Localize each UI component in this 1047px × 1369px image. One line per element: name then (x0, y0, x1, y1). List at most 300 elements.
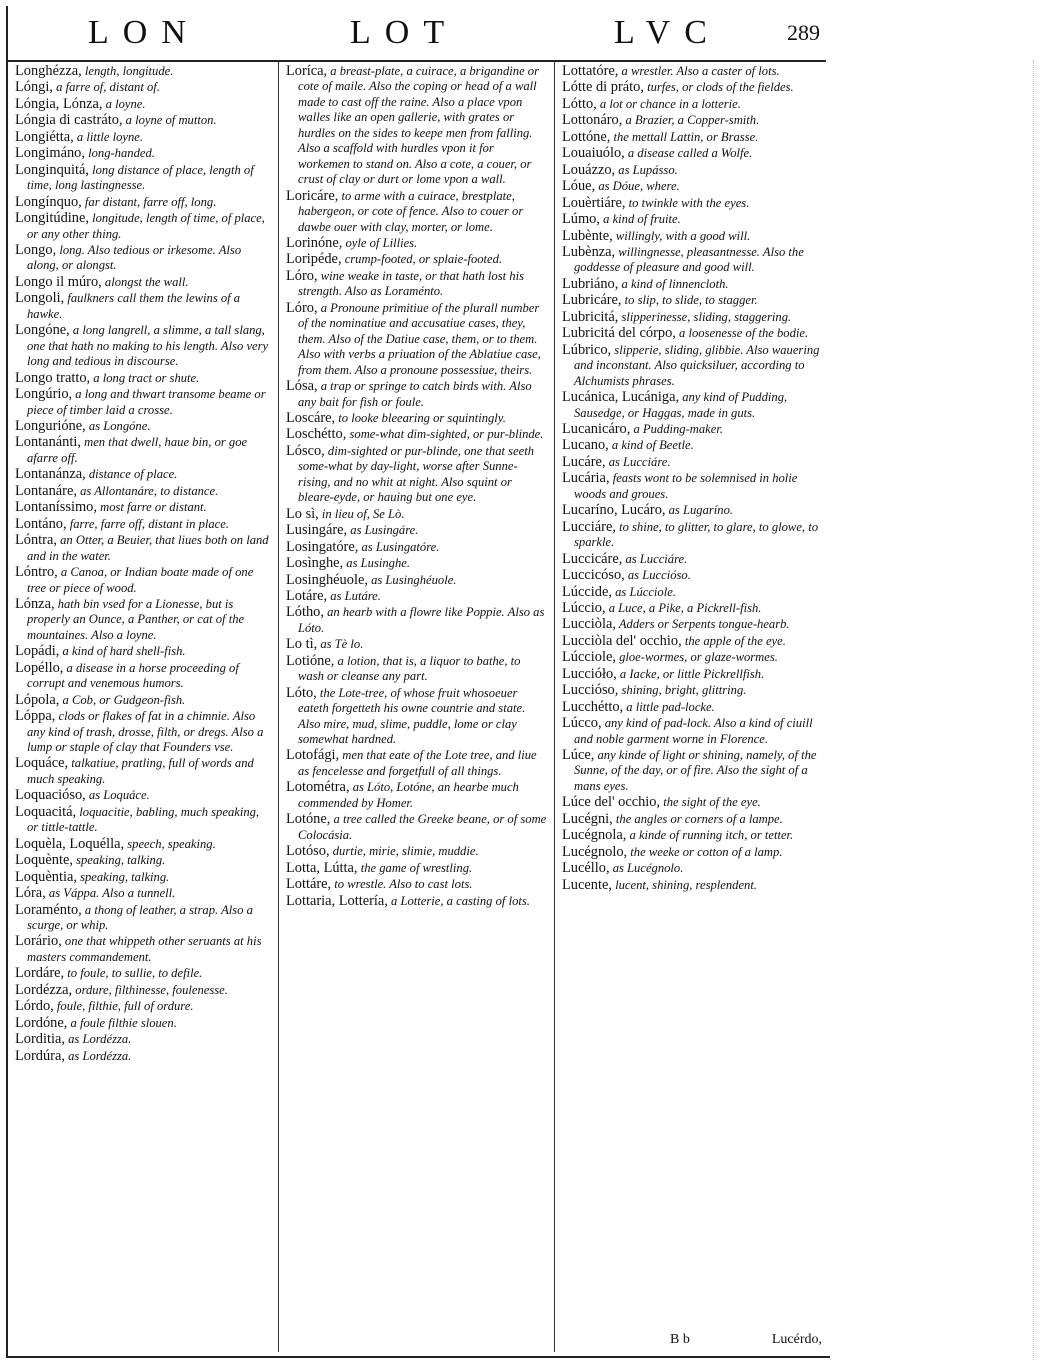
dictionary-entry (562, 601, 822, 616)
entry-definition: the angles or corners of a lampe. (612, 811, 783, 826)
dictionary-entry (562, 212, 822, 227)
entry-definition: faulkners call them the lewins of a hawke. (27, 291, 241, 321)
entry-headword: Lúbrico, (562, 341, 612, 358)
entry-definition: foule, filthie, full of ordure. (53, 999, 194, 1014)
entry-definition: as Lordézza. (64, 1048, 132, 1063)
entry-headword: Lóntra, (15, 532, 57, 549)
entry-definition: oyle of Lillies. (342, 235, 418, 250)
entry-headword: Losingatóre, (286, 538, 359, 555)
dictionary-entry (562, 277, 822, 292)
entry-headword: Longo, (15, 241, 57, 258)
entry-headword: Lopádi, (15, 643, 60, 660)
entry-definition: as Lutáre. (327, 588, 381, 603)
dictionary-entry (562, 845, 822, 860)
entry-definition: to wrestle. Also to cast lots. (331, 877, 473, 892)
entry-headword: Lubricitá, (562, 308, 619, 325)
entry-headword: Lucciòla, (562, 616, 616, 633)
dictionary-entry (562, 812, 822, 827)
entry-headword: Lucanicáro, (562, 420, 631, 437)
entry-definition: far distant, farre off, long. (81, 194, 217, 209)
dictionary-entry (562, 130, 822, 145)
dictionary-entry (15, 999, 273, 1014)
entry-headword: Lontáno, (15, 515, 67, 532)
dictionary-entry (286, 252, 548, 267)
entry-headword: Lopéllo, (15, 659, 64, 676)
running-head-right: LVC (614, 14, 721, 51)
entry-definition: talkatiue, pratling, full of words and much speaking. (27, 756, 254, 786)
entry-definition: long-handed. (84, 146, 155, 161)
entry-headword: Lubricáre, (562, 292, 622, 309)
entry-definition: as Tè lo. (317, 637, 364, 652)
entry-headword: Lúce del' occhio, (562, 794, 661, 811)
dictionary-entry (286, 523, 548, 538)
dictionary-entry (562, 568, 822, 583)
entry-definition: speech, speaking. (124, 836, 216, 851)
entry-headword: Loschétto, (286, 426, 347, 443)
dictionary-entry (562, 146, 822, 161)
dictionary-entry (562, 80, 822, 95)
entry-definition: any kind of pad-lock. Also a kind of ciuill and noble garment worne in Florence. (574, 716, 813, 746)
entry-definition: men that dwell, haue bin, or goe afarre off. (27, 435, 248, 465)
entry-definition: as Lordézza. (64, 1032, 132, 1047)
entry-headword: Lotióne, (286, 652, 335, 669)
entry-headword: Lucária, (562, 470, 610, 487)
dictionary-entry (15, 80, 273, 95)
entry-definition: long. Also tedious or irkesome. Also along, or alongst. (27, 242, 242, 273)
entry-definition: a Luce, a Pike, a Pickrell-fish. (605, 600, 762, 615)
entry-definition: hath bin vsed for a Lionesse, but is properly an Ounce, a Panther, or cat of the mountaines. Also a loyne. (27, 596, 245, 642)
entry-definition: an hearb with a flowre like Poppie. Also as Lóto. (298, 605, 545, 635)
entry-definition: willingly, with a good will. (612, 228, 751, 243)
dictionary-entry (15, 371, 273, 386)
dictionary-entry (562, 700, 822, 715)
dictionary-entry (15, 1016, 273, 1031)
dictionary-entry (15, 886, 273, 901)
entry-headword: Losìnghe, (286, 555, 344, 572)
entry-definition: as Lupásso. (615, 162, 678, 177)
entry-headword: Lucente, (562, 876, 612, 893)
entry-definition: a loyne. (102, 96, 146, 111)
entry-definition: a foule filthie slouen. (67, 1015, 177, 1030)
entry-headword: Louèrtiáre, (562, 194, 626, 211)
dictionary-entry (15, 195, 273, 210)
dictionary-entry (562, 455, 822, 470)
entry-definition: as Lusinghéuole. (367, 572, 457, 587)
entry-definition: a Cob, or Gudgeon-fish. (59, 692, 186, 707)
entry-headword: Lo tì, (286, 636, 318, 653)
entry-definition: as Allontanáre, to distance. (76, 483, 219, 498)
dictionary-entry (15, 467, 273, 482)
entry-headword: Lóppa, (15, 708, 56, 725)
entry-definition: the Lote-tree, of whose fruit whosoeuer eateth forgetteth his owne countrie and state. Also mire, mud, slime, puddle, lome or clay somewhat hardned. (298, 685, 526, 747)
dictionary-entry (15, 243, 273, 274)
entry-definition: a Iacke, or little Pickrellfish. (616, 666, 765, 681)
dictionary-entry (15, 870, 273, 885)
entry-definition: alongst the wall. (101, 274, 189, 289)
entry-definition: any kind of Pudding, Sausedge, or Haggas, made in guts. (574, 390, 788, 420)
entry-headword: Luccióso, (562, 682, 619, 699)
dictionary-entry (562, 861, 822, 876)
dictionary-entry (562, 422, 822, 437)
dictionary-entry (286, 637, 548, 652)
entry-headword: Lottaria, Lottería, (286, 892, 388, 909)
dictionary-entry (15, 113, 273, 128)
dictionary-column-2 (286, 64, 548, 1339)
entry-headword: Loquènte, (15, 852, 73, 869)
entry-headword: Lucánica, Lucániga, (562, 389, 680, 406)
entry-headword: Lucégnola, (562, 827, 627, 844)
dictionary-entry (562, 438, 822, 453)
entry-definition: as Lugaríno. (665, 503, 734, 518)
dictionary-entry (15, 966, 273, 981)
entry-definition: as Lusinghe. (343, 556, 410, 571)
entry-definition: a thong of leather, a strap. Also a scurge, or whip. (27, 902, 253, 933)
dictionary-entry (15, 934, 273, 965)
entry-definition: a kind of fruite. (599, 212, 681, 227)
entry-definition: as Lóto, Lotóne, an hearbe much commended by Homer. (298, 780, 519, 810)
entry-headword: Loquacióso, (15, 787, 86, 804)
entry-definition: distance of place. (85, 467, 178, 482)
entry-definition: longitude, length of time, of place, or any other thing. (27, 211, 265, 241)
dictionary-entry (562, 650, 822, 665)
dictionary-entry (562, 471, 822, 502)
entry-headword: Lordézza, (15, 981, 73, 998)
entry-headword: Lótte di práto, (562, 79, 644, 96)
entry-headword: Lúcciole, (562, 649, 616, 666)
entry-headword: Lósa, (286, 378, 318, 395)
scan-edge-dots (1033, 60, 1034, 1360)
entry-headword: Lóto, (286, 684, 317, 701)
entry-headword: Lontanánza, (15, 466, 86, 483)
dictionary-entry (562, 667, 822, 682)
entry-definition: as Lucciáre. (605, 454, 671, 469)
dictionary-entry (562, 795, 822, 810)
entry-definition: slipperinesse, sliding, staggering. (618, 309, 792, 324)
dictionary-entry (562, 343, 822, 389)
dictionary-entry (15, 533, 273, 564)
entry-definition: shining, bright, glittring. (618, 683, 747, 698)
dictionary-entry (286, 686, 548, 748)
entry-headword: Lóro, (286, 299, 318, 316)
dictionary-entry (15, 597, 273, 643)
entry-definition: a tree called the Greeke beane, or of some Colocásia. (298, 812, 547, 842)
dictionary-entry (15, 323, 273, 369)
entry-definition: an Otter, a Beuier, that liues both on land and in the water. (27, 533, 269, 563)
entry-headword: Longoli, (15, 290, 65, 307)
entry-definition: speaking, talking. (72, 853, 166, 868)
entry-definition: a wrestler. Also a caster of lots. (618, 64, 780, 78)
dictionary-entry (562, 878, 822, 893)
entry-headword: Longitúdine, (15, 210, 89, 227)
dictionary-entry (15, 387, 273, 418)
entry-definition: Adders or Serpents tongue-hearb. (615, 617, 790, 632)
dictionary-entry (286, 748, 548, 779)
entry-definition: as Longóne. (85, 418, 151, 433)
entry-headword: Lóro, (286, 267, 318, 284)
entry-headword: Lubricitá del córpo, (562, 325, 676, 342)
entry-definition: as Lúcciole. (611, 584, 676, 599)
entry-definition: loquacitie, babling, much speaking, or tittle-tattle. (27, 804, 260, 835)
entry-definition: a disease called a Wolfe. (624, 146, 753, 161)
dictionary-entry (15, 756, 273, 787)
entry-definition: a kind of linnencloth. (618, 276, 729, 291)
dictionary-entry (15, 130, 273, 145)
entry-headword: Lorditia, (15, 1031, 65, 1048)
dictionary-entry (286, 780, 548, 811)
entry-headword: Lotáre, (286, 587, 328, 604)
entry-headword: Loquacitá, (15, 803, 77, 820)
entry-definition: one that whippeth other seruants at his masters commandement. (27, 934, 262, 964)
entry-headword: Lubriáno, (562, 275, 619, 292)
dictionary-entry (15, 661, 273, 692)
dictionary-entry (562, 245, 822, 276)
entry-definition: lucent, shining, resplendent. (611, 877, 757, 892)
dictionary-entry (15, 211, 273, 242)
entry-definition: men that eate of the Lote tree, and liue as fencelesse and forgetfull of all things. (298, 748, 537, 778)
entry-headword: Lucciòla del' occhio, (562, 632, 682, 649)
entry-headword: Lordúra, (15, 1047, 65, 1064)
entry-headword: Lucégnolo, (562, 843, 628, 860)
entry-headword: Longóne, (15, 322, 70, 339)
dictionary-entry (286, 507, 548, 522)
entry-headword: Lúccide, (562, 583, 612, 600)
entry-headword: Loquèntia, (15, 868, 77, 885)
entry-headword: Lottóne, (562, 128, 611, 145)
dictionary-entry (286, 64, 548, 188)
entry-headword: Louaiuólo, (562, 145, 625, 162)
entry-definition: the apple of the eye. (681, 633, 786, 648)
entry-definition: a long langrell, a slimme, a tall slang, one that hath no making to his length. Also very long and tedious in discourse. (27, 323, 269, 369)
entry-definition: as Lusingatóre. (358, 539, 440, 554)
entry-headword: Lorário, (15, 933, 62, 950)
dictionary-column-3 (562, 64, 822, 1339)
dictionary-entry (562, 828, 822, 843)
entry-definition: speaking, talking. (76, 869, 170, 884)
entry-definition: ordure, filthinesse, foulenesse. (72, 982, 228, 997)
dictionary-entry (15, 1049, 273, 1064)
entry-headword: Lóue, (562, 178, 596, 195)
entry-headword: Lópola, (15, 691, 60, 708)
dictionary-entry (562, 748, 822, 794)
entry-headword: Lubènte, (562, 227, 613, 244)
entry-headword: Longo il múro, (15, 273, 102, 290)
entry-headword: Longúrio, (15, 386, 73, 403)
entry-definition: a breast-plate, a cuirace, a brigandine or cote of maile. Also the coping or head of a wall made to cast off the raine. Also a place vpon walles like an open gallerie, with grates or hurdles on the sides to keepe men from falling. Also a scaffold with hurdles vpon it for workemen to stand on. Also a cote, a couer, or crust of clay or durt or lome vpon a wall. (298, 64, 540, 187)
dictionary-entry (562, 552, 822, 567)
dictionary-entry (286, 540, 548, 555)
entry-headword: Loraménto, (15, 901, 82, 918)
entry-definition: the game of wrestling. (357, 860, 473, 875)
entry-headword: Loríca, (286, 64, 328, 79)
entry-definition: a Brazier, a Copper-smith. (622, 113, 760, 128)
dictionary-entry (15, 517, 273, 532)
entry-headword: Lusingáre, (286, 522, 348, 539)
entry-headword: Lósco, (286, 442, 325, 459)
entry-definition: a Lotterie, a casting of lots. (387, 893, 530, 908)
entry-headword: Loripéde, (286, 251, 342, 268)
entry-definition: a kind of Beetle. (608, 438, 694, 453)
entry-headword: Lóntro, (15, 564, 58, 581)
entry-headword: Longhézza, (15, 64, 82, 79)
dictionary-entry (562, 617, 822, 632)
dictionary-entry (15, 853, 273, 868)
entry-definition: in lieu of, Se Lò. (318, 506, 405, 521)
entry-headword: Lordáre, (15, 965, 65, 982)
entry-headword: Lóngia di castráto, (15, 112, 123, 129)
dictionary-entry (562, 683, 822, 698)
dictionary-entry (286, 654, 548, 685)
entry-headword: Lucano, (562, 437, 609, 454)
dictionary-entry (562, 716, 822, 747)
dictionary-entry (562, 163, 822, 178)
entry-definition: the sight of the eye. (660, 795, 761, 810)
dictionary-entry (15, 163, 273, 194)
entry-headword: Lótto, (562, 95, 597, 112)
entry-headword: Lucciáre, (562, 518, 616, 535)
entry-definition: to looke bleearing or squintingly. (335, 410, 506, 425)
entry-headword: Lúce, (562, 747, 595, 764)
dictionary-entry (286, 189, 548, 235)
dictionary-entry (286, 573, 548, 588)
entry-definition: durtie, mirie, slimie, muddie. (329, 844, 479, 859)
entry-headword: Lónza, (15, 595, 55, 612)
entry-definition: a trap or springe to catch birds with. Also any bait for fish or foule. (298, 379, 532, 409)
entry-definition: clods or flakes of fat in a chimnie. Also any kind of trash, drosse, filth, or dregs. Also a lump or staple of clay that Founders vse. (27, 709, 264, 755)
entry-definition: a little pad-locke. (623, 699, 715, 714)
entry-headword: Luccicóso, (562, 567, 625, 584)
entry-definition: as Lucégnolo. (609, 861, 684, 876)
entry-definition: as Dóue, where. (595, 179, 680, 194)
dictionary-entry (15, 788, 273, 803)
running-head (8, 8, 826, 60)
entry-headword: Lucaríno, Lucáro, (562, 502, 666, 519)
entry-definition: gloe-wormes, or glaze-wormes. (615, 650, 778, 665)
entry-definition: the weeke or cotton of a lamp. (627, 844, 783, 859)
entry-definition: feasts wont to be solemnised in holie woods and groues. (574, 471, 798, 501)
dictionary-entry (286, 236, 548, 251)
dictionary-entry (286, 589, 548, 604)
entry-headword: Lotóne, (286, 811, 331, 828)
entry-definition: a Pronoune primitiue of the plurall number of the nominatiue and accusatiue cases, they, them. Also of the Datiue case, them, or to them. Also with verbs a priuation of the Ablatiue case, from them. Also a pronoune possessiue, theirs. (298, 300, 541, 377)
entry-headword: Lucchétto, (562, 698, 624, 715)
entry-headword: Lottonáro, (562, 112, 623, 129)
dictionary-entry (286, 379, 548, 410)
dictionary-entry (562, 585, 822, 600)
header-rule (8, 60, 826, 62)
entry-headword: Lóngi, (15, 79, 53, 96)
dictionary-entry (286, 877, 548, 892)
dictionary-entry (286, 556, 548, 571)
catchword: Lucérdo, (771, 1332, 822, 1347)
dictionary-entry (562, 113, 822, 128)
entry-headword: Lotométra, (286, 779, 350, 796)
entry-headword: Loricáre, (286, 187, 339, 204)
dictionary-entry (562, 97, 822, 112)
entry-headword: Lucáre, (562, 453, 606, 470)
entry-definition: a lot or chance in a lotterie. (596, 96, 741, 111)
entry-definition: to slip, to slide, to stagger. (621, 293, 758, 308)
entry-definition: as Váppa. Also a tunnell. (45, 886, 176, 901)
dictionary-entry (562, 64, 822, 79)
dictionary-entry (562, 326, 822, 341)
dictionary-entry (15, 805, 273, 836)
entry-definition: a long tract or shute. (90, 370, 200, 385)
entry-headword: Lúccio, (562, 599, 606, 616)
entry-definition: length, longitude. (81, 64, 174, 78)
entry-headword: Lontanánti, (15, 434, 81, 451)
entry-headword: Loquèla, Loquélla, (15, 835, 125, 852)
dictionary-entry (15, 500, 273, 515)
dictionary-entry (562, 229, 822, 244)
entry-definition: the mettall Lattin, or Brasse. (610, 129, 759, 144)
signature-mark: B b (670, 1332, 690, 1347)
entry-headword: Lóra, (15, 885, 46, 902)
entry-definition: dim-sighted or pur-blinde, one that seeth some-what by day-light, worse after Sunne-rising, and no whit at night. Also squint or bleare-eyde, or hauing but one eye. (298, 443, 535, 505)
entry-definition: farre, farre off, distant in place. (66, 516, 229, 531)
entry-headword: Longinquitá, (15, 161, 89, 178)
entry-headword: Lúmo, (562, 211, 600, 228)
dictionary-entry (15, 1032, 273, 1047)
entry-definition: as Lucciósо. (624, 568, 691, 583)
entry-definition: a kinde of running itch, or tetter. (626, 828, 794, 843)
dictionary-entry (15, 419, 273, 434)
entry-headword: Lórdo, (15, 998, 54, 1015)
dictionary-entry (562, 520, 822, 551)
entry-headword: Lontaníssimo, (15, 499, 97, 516)
dictionary-entry (286, 269, 548, 300)
entry-definition: wine weake in taste, or that hath lost his strength. Also as Loraménto. (298, 268, 524, 299)
entry-definition: a disease in a horse proceeding of corrupt and venemous humors. (27, 660, 239, 691)
entry-headword: Longimáno, (15, 145, 85, 162)
entry-headword: Lottáre, (286, 876, 332, 893)
dictionary-entry (15, 903, 273, 934)
running-head-center: LOT (350, 14, 459, 51)
entry-definition: as Loquáce. (85, 788, 150, 803)
entry-definition: as Lucciáre. (622, 551, 688, 566)
entry-definition: a farre of, distant of. (52, 80, 160, 95)
entry-headword: Lucégni, (562, 810, 613, 827)
dictionary-entry (15, 983, 273, 998)
entry-definition: any kinde of light or shining, namely, of the Sunne, of the day, or of fire. Also the sight of a mans eyes. (574, 748, 817, 793)
running-head-left: LON (88, 14, 200, 51)
dictionary-entry (15, 644, 273, 659)
entry-headword: Lotofági, (286, 747, 340, 764)
dictionary-entry (562, 634, 822, 649)
entry-definition: as Lusingáre. (347, 523, 419, 538)
dictionary-entry (286, 444, 548, 506)
entry-headword: Loscáre, (286, 409, 336, 426)
entry-definition: crump-footed, or splaie-footed. (341, 252, 503, 267)
dictionary-entry (286, 812, 548, 843)
dictionary-entry (15, 693, 273, 708)
dictionary-entry (286, 894, 548, 909)
entry-headword: Longínquo, (15, 193, 82, 210)
entry-definition: a loosenesse of the bodie. (675, 326, 809, 341)
entry-definition: a Pudding-maker. (630, 421, 724, 436)
dictionary-entry (562, 179, 822, 194)
entry-headword: Luccicáre, (562, 550, 623, 567)
dictionary-entry (286, 301, 548, 378)
entry-definition: a lotion, that is, a liquor to bathe, to wash or cleanse any part. (298, 653, 521, 684)
column-rule-2 (554, 62, 555, 1352)
dictionary-entry (562, 310, 822, 325)
entry-headword: Longurióne, (15, 417, 86, 434)
entry-definition: willingnesse, pleasantnesse. Also the goddesse of pleasure and good will. (574, 244, 804, 275)
dictionary-entry (15, 837, 273, 852)
dictionary-entry (562, 390, 822, 421)
entry-definition: to foule, to sullie, to defile. (64, 966, 203, 981)
entry-headword: Lotta, Lútta, (286, 859, 358, 876)
